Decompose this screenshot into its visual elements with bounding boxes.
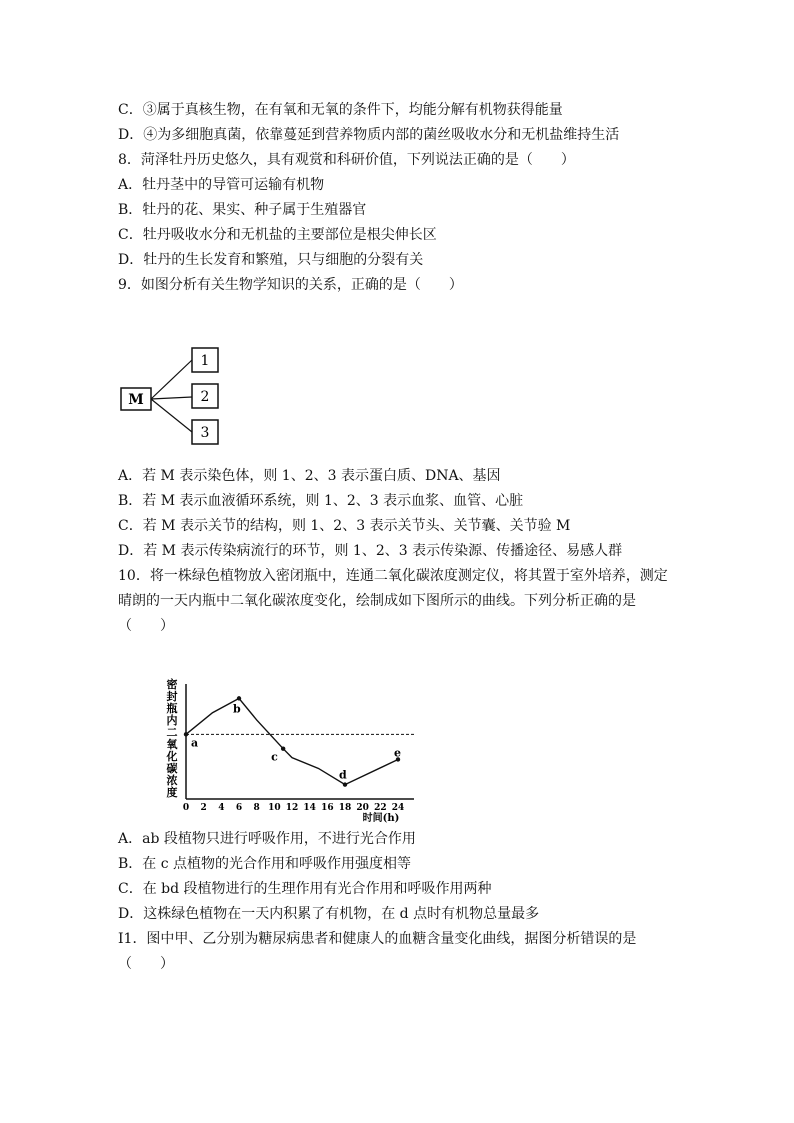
- chart-y-label-char: 封: [166, 690, 178, 703]
- chart-x-tick-label: 18: [338, 803, 352, 813]
- q8-option-c: C．牡丹吸收水分和无机盐的主要部位是根尖伸长区: [118, 227, 437, 243]
- chart-x-tick-label: 22: [374, 803, 387, 813]
- chart-y-label-char: 密: [166, 678, 178, 691]
- box-2-label: 2: [200, 389, 210, 405]
- connector-3: [151, 399, 192, 432]
- q9-option-d: D．若 M 表示传染病流行的环节，则 1、2、3 表示传染源、传播途径、易感人群: [118, 543, 623, 559]
- chart-y-label-char: 内: [166, 714, 178, 727]
- chart-x-tick-label: 10: [268, 803, 281, 813]
- chart-x-tick-label: 0: [182, 803, 190, 813]
- chart-y-label-char: 度: [166, 786, 178, 799]
- chart-x-tick-label: 14: [303, 803, 316, 813]
- chart-x-tick-label: 20: [356, 803, 369, 813]
- q10-option-a: A．ab 段植物只进行呼吸作用，不进行光合作用: [118, 831, 416, 847]
- chart-y-axis-label: [166, 677, 179, 799]
- q9-option-b: B．若 M 表示血液循环系统，则 1、2、3 表示血浆、血管、心脏: [118, 493, 524, 509]
- chart-x-tick-label: 12: [285, 803, 299, 813]
- question-11-stem-line-1: I1．图中甲、乙分别为糖尿病患者和健康人的血糖含量变化曲线，据图分析错误的是: [118, 931, 637, 947]
- chart-point-d: [343, 782, 347, 786]
- q8-option-d: D．牡丹的生长发育和繁殖，只与细胞的分裂有关: [118, 252, 424, 268]
- question-11-stem-line-2: （ ）: [118, 956, 174, 972]
- chart-y-label-char: 化: [166, 750, 178, 763]
- q8-option-a: A．牡丹茎中的导管可运输有机物: [118, 177, 325, 193]
- chart-x-tick-label: 6: [235, 803, 243, 813]
- chart-point-label-c: c: [271, 750, 278, 764]
- chart-x-tick-label: 4: [218, 803, 225, 813]
- chart-point-label-d: d: [339, 768, 347, 782]
- chart-point-a: [184, 732, 188, 736]
- chart-point-label-a: a: [191, 736, 199, 750]
- q9-option-a: A．若 M 表示染色体，则 1、2、3 表示蛋白质、DNA、基因: [118, 468, 501, 484]
- connector-1: [151, 360, 192, 399]
- chart-y-label-char: 浓: [166, 774, 178, 787]
- chart-point-label-b: b: [233, 702, 241, 716]
- chart-x-axis-label: 时间(h): [362, 813, 400, 824]
- m-relationship-diagram: [118, 340, 238, 450]
- q9-option-c: C．若 M 表示关节的结构，则 1、2、3 表示关节头、关节囊、关节验 M: [118, 518, 571, 534]
- box-1-label: 1: [200, 353, 210, 369]
- question-10-stem-line-3: （ ）: [118, 618, 174, 634]
- question-8-stem: 8．菏泽牡丹历史悠久，具有观赏和科研价值，下列说法正确的是（ ）: [118, 152, 575, 168]
- co2-concentration-chart: [158, 676, 438, 824]
- q10-option-b: B．在 c 点植物的光合作用和呼吸作用强度相等: [118, 856, 412, 872]
- q10-option-d: D．这株绿色植物在一天内积累了有机物，在 d 点时有机物总量最多: [118, 906, 540, 922]
- chart-point-b: [237, 696, 241, 700]
- box-3-label: 3: [200, 425, 210, 441]
- question-10-stem-line-1: 10．将一株绿色植物放入密闭瓶中，连通二氧化碳浓度测定仪，将其置于室外培养，测定: [118, 568, 668, 584]
- option-d-text: D．④为多细胞真菌，依靠蔓延到营养物质内部的菌丝吸收水分和无机盐维持生活: [118, 127, 620, 143]
- question-9-stem: 9．如图分析有关生物学知识的关系，正确的是（ ）: [118, 277, 463, 293]
- chart-point-label-e: e: [394, 746, 401, 760]
- m-label: M: [128, 392, 144, 408]
- q10-option-c: C．在 bd 段植物进行的生理作用有光合作用和呼吸作用两种: [118, 881, 492, 897]
- chart-x-tick-label: 16: [321, 803, 334, 813]
- chart-x-tick-label: 8: [253, 803, 260, 813]
- chart-y-label-char: 二: [166, 726, 178, 739]
- chart-x-tick-label: 2: [200, 803, 207, 813]
- chart-x-tick-label: 24: [391, 803, 405, 813]
- connector-2: [151, 397, 192, 399]
- chart-y-label-char: 氧: [166, 738, 178, 751]
- chart-y-label-char: 碳: [166, 762, 178, 775]
- q8-option-b: B．牡丹的花、果实、种子属于生殖器官: [118, 202, 367, 218]
- chart-y-label-char: 瓶: [166, 702, 178, 715]
- chart-point-c: [281, 746, 285, 750]
- chart-series-line: [186, 698, 398, 784]
- option-c-text: C．③属于真核生物，在有氧和无氧的条件下，均能分解有机物获得能量: [118, 102, 563, 118]
- question-10-stem-line-2: 晴朗的一天内瓶中二氧化碳浓度变化，绘制成如下图所示的曲线。下列分析正确的是: [118, 593, 636, 609]
